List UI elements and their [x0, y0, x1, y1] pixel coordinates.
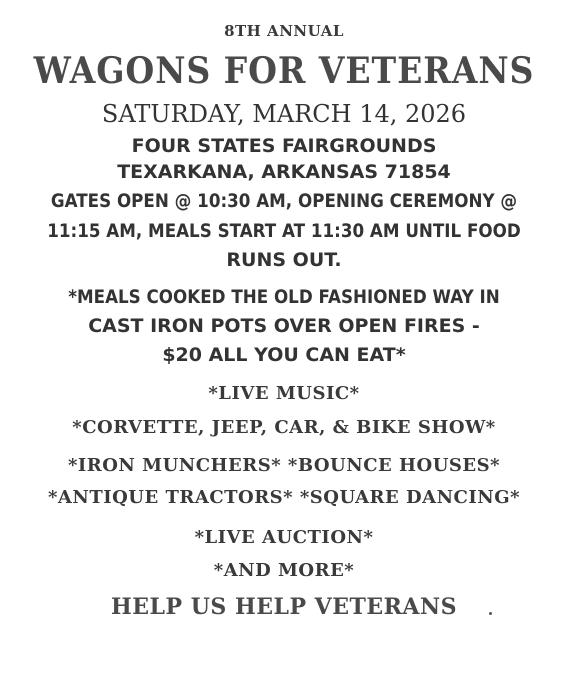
- closing-slogan: HELP US HELP VETERANS: [110, 594, 457, 620]
- attraction-item: *ANTIQUE TRACTORS* *SQUARE DANCING*: [47, 487, 521, 508]
- attraction-item: *LIVE MUSIC*: [208, 383, 360, 404]
- flyer-eyebrow: 8TH ANNUAL: [224, 22, 344, 40]
- schedule-line: RUNS OUT.: [226, 249, 342, 271]
- attraction-item: *AND MORE*: [213, 560, 355, 581]
- attraction-item: *LIVE AUCTION*: [194, 527, 374, 548]
- meals-line: $20 ALL YOU CAN EAT*: [162, 344, 406, 366]
- event-venue: FOUR STATES FAIRGROUNDS: [131, 135, 437, 157]
- event-date: SATURDAY, MARCH 14, 2026: [101, 100, 467, 128]
- attraction-item: *IRON MUNCHERS* *BOUNCE HOUSES*: [67, 455, 501, 476]
- flyer-title: WAGONS FOR VETERANS: [33, 50, 535, 92]
- schedule-line: 11:15 AM, MEALS START AT 11:30 AM UNTIL FOOD: [47, 220, 521, 242]
- scan-speck: [489, 612, 492, 615]
- schedule-line: GATES OPEN @ 10:30 AM, OPENING CEREMONY @: [50, 190, 518, 212]
- attraction-item: *CORVETTE, JEEP, CAR, & BIKE SHOW*: [72, 417, 496, 438]
- event-city: TEXARKANA, ARKANSAS 71854: [117, 161, 451, 183]
- meals-line: *MEALS COOKED THE OLD FASHIONED WAY IN: [68, 286, 500, 308]
- meals-line: CAST IRON POTS OVER OPEN FIRES -: [88, 315, 480, 337]
